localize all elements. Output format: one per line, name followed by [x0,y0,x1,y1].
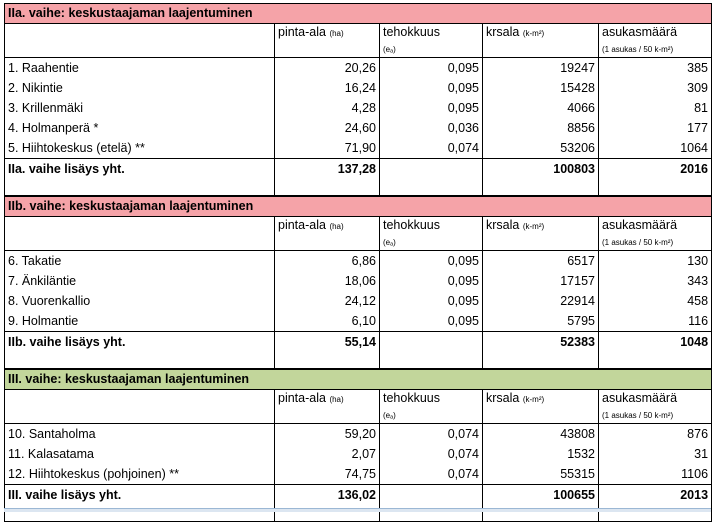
total-efficiency-cell[interactable] [380,332,483,353]
population-cell[interactable]: 309 [599,78,712,98]
area-ha-cell[interactable]: 2,07 [275,444,380,464]
area-ha-cell[interactable]: 16,24 [275,78,380,98]
area-ha-cell[interactable]: 71,90 [275,138,380,159]
total-label-cell[interactable]: III. vaihe lisäys yht. [5,485,275,506]
header-efficiency-cell[interactable]: tehokkuus (eₐ) [380,24,483,58]
table-row [5,138,712,159]
area-ha-cell[interactable]: 20,26 [275,58,380,79]
header-floor-cell[interactable]: krsala (k-m²) [483,390,599,424]
area-name-cell[interactable]: 2. Nikintie [5,78,275,98]
area-name-cell[interactable]: 6. Takatie [5,251,275,272]
area-ha-cell[interactable]: 59,20 [275,424,380,445]
total-row [5,159,712,180]
area-name-cell[interactable]: 8. Vuorenkallio [5,291,275,311]
floor-area-cell[interactable]: 17157 [483,271,599,291]
table-row [5,291,712,311]
area-name-cell[interactable]: 1. Raahentie [5,58,275,79]
floor-area-cell[interactable]: 8856 [483,118,599,138]
floor-area-cell[interactable]: 55315 [483,464,599,485]
area-name-cell[interactable]: 4. Holmanperä * [5,118,275,138]
section-header-band [5,197,712,217]
efficiency-cell[interactable]: 0,074 [380,424,483,445]
table-row [5,464,712,485]
population-cell[interactable]: 343 [599,271,712,291]
total-population-cell[interactable]: 1048 [599,332,712,353]
floor-area-cell[interactable]: 43808 [483,424,599,445]
table-row [5,118,712,138]
population-cell[interactable]: 1106 [599,464,712,485]
table-row [5,78,712,98]
header-name-cell[interactable] [5,24,275,58]
section-iii-table [4,369,712,522]
area-ha-cell[interactable]: 74,75 [275,464,380,485]
total-floor-area-cell[interactable]: 52383 [483,332,599,353]
area-ha-cell[interactable]: 6,10 [275,311,380,332]
population-cell[interactable]: 177 [599,118,712,138]
area-name-cell[interactable]: 5. Hiihtokeskus (etelä) ** [5,138,275,159]
efficiency-cell[interactable]: 0,074 [380,464,483,485]
area-ha-cell[interactable]: 24,60 [275,118,380,138]
section-title[interactable]: IIb. vaihe: keskustaajaman laajentuminen [5,197,712,217]
total-row [5,485,712,506]
section-header-band [5,4,712,24]
population-cell[interactable]: 385 [599,58,712,79]
floor-area-cell[interactable]: 5795 [483,311,599,332]
area-name-cell[interactable]: 11. Kalasatama [5,444,275,464]
floor-area-cell[interactable]: 22914 [483,291,599,311]
spreadsheet [4,3,711,522]
floor-area-cell[interactable]: 15428 [483,78,599,98]
area-name-cell[interactable]: 10. Santaholma [5,424,275,445]
header-population-cell[interactable]: asukasmäärä (1 asukas / 50 k-m²) [599,390,712,424]
section-title[interactable]: IIa. vaihe: keskustaajaman laajentuminen [5,4,712,24]
efficiency-cell[interactable]: 0,074 [380,444,483,464]
area-name-cell[interactable]: 9. Holmantie [5,311,275,332]
column-header-row [5,390,712,424]
total-population-cell[interactable]: 2016 [599,159,712,180]
efficiency-cell[interactable]: 0,095 [380,98,483,118]
population-cell[interactable]: 116 [599,311,712,332]
total-row [5,332,712,353]
total-label-cell[interactable]: IIb. vaihe lisäys yht. [5,332,275,353]
section-header-band [5,370,712,390]
total-floor-area-cell[interactable]: 100803 [483,159,599,180]
header-area-cell[interactable]: pinta-ala (ha) [275,217,380,251]
efficiency-cell[interactable]: 0,095 [380,271,483,291]
efficiency-cell[interactable]: 0,036 [380,118,483,138]
total-area-cell[interactable]: 55,14 [275,332,380,353]
area-name-cell[interactable]: 3. Krillenmäki [5,98,275,118]
area-name-cell[interactable]: 12. Hiihtokeskus (pohjoinen) ** [5,464,275,485]
table-row [5,251,712,272]
header-floor-cell[interactable]: krsala (k-m²) [483,217,599,251]
population-cell[interactable]: 130 [599,251,712,272]
total-population-cell[interactable]: 2013 [599,485,712,506]
total-area-cell[interactable]: 136,02 [275,485,380,506]
population-cell[interactable]: 1064 [599,138,712,159]
column-header-row [5,217,712,251]
area-ha-cell[interactable]: 4,28 [275,98,380,118]
efficiency-cell[interactable]: 0,095 [380,291,483,311]
header-name-cell[interactable] [5,390,275,424]
population-cell[interactable]: 81 [599,98,712,118]
total-efficiency-cell[interactable] [380,159,483,180]
efficiency-cell[interactable]: 0,095 [380,311,483,332]
column-header-row [5,24,712,58]
floor-area-cell[interactable]: 6517 [483,251,599,272]
floor-area-cell[interactable]: 4066 [483,98,599,118]
area-ha-cell[interactable]: 18,06 [275,271,380,291]
section-iia-table [4,3,712,196]
header-floor-cell[interactable]: krsala (k-m²) [483,24,599,58]
spacer-row [5,179,712,196]
floor-area-cell[interactable]: 1532 [483,444,599,464]
total-label-cell[interactable]: IIa. vaihe lisäys yht. [5,159,275,180]
header-area-cell[interactable]: pinta-ala (ha) [275,390,380,424]
header-area-cell[interactable]: pinta-ala (ha) [275,24,380,58]
section-iib-table [4,196,712,369]
header-efficiency-cell[interactable]: tehokkuus (eₐ) [380,390,483,424]
efficiency-cell[interactable]: 0,095 [380,78,483,98]
population-cell[interactable]: 31 [599,444,712,464]
header-name-cell[interactable] [5,217,275,251]
section-title[interactable]: III. vaihe: keskustaajaman laajentuminen [5,370,712,390]
efficiency-cell[interactable]: 0,095 [380,58,483,79]
next-row-edge [4,508,711,512]
spacer-row [5,352,712,369]
area-ha-cell[interactable]: 6,86 [275,251,380,272]
table-row [5,58,712,79]
table-row [5,311,712,332]
floor-area-cell[interactable]: 19247 [483,58,599,79]
total-floor-area-cell[interactable]: 100655 [483,485,599,506]
table-row [5,98,712,118]
efficiency-cell[interactable]: 0,074 [380,138,483,159]
total-area-cell[interactable]: 137,28 [275,159,380,180]
area-ha-cell[interactable]: 24,12 [275,291,380,311]
area-name-cell[interactable]: 7. Änkiläntie [5,271,275,291]
table-row [5,444,712,464]
header-population-cell[interactable]: asukasmäärä (1 asukas / 50 k-m²) [599,217,712,251]
population-cell[interactable]: 876 [599,424,712,445]
efficiency-cell[interactable]: 0,095 [380,251,483,272]
header-population-cell[interactable]: asukasmäärä (1 asukas / 50 k-m²) [599,24,712,58]
table-row [5,271,712,291]
total-efficiency-cell[interactable] [380,485,483,506]
header-efficiency-cell[interactable]: tehokkuus (eₐ) [380,217,483,251]
population-cell[interactable]: 458 [599,291,712,311]
floor-area-cell[interactable]: 53206 [483,138,599,159]
table-row [5,424,712,445]
